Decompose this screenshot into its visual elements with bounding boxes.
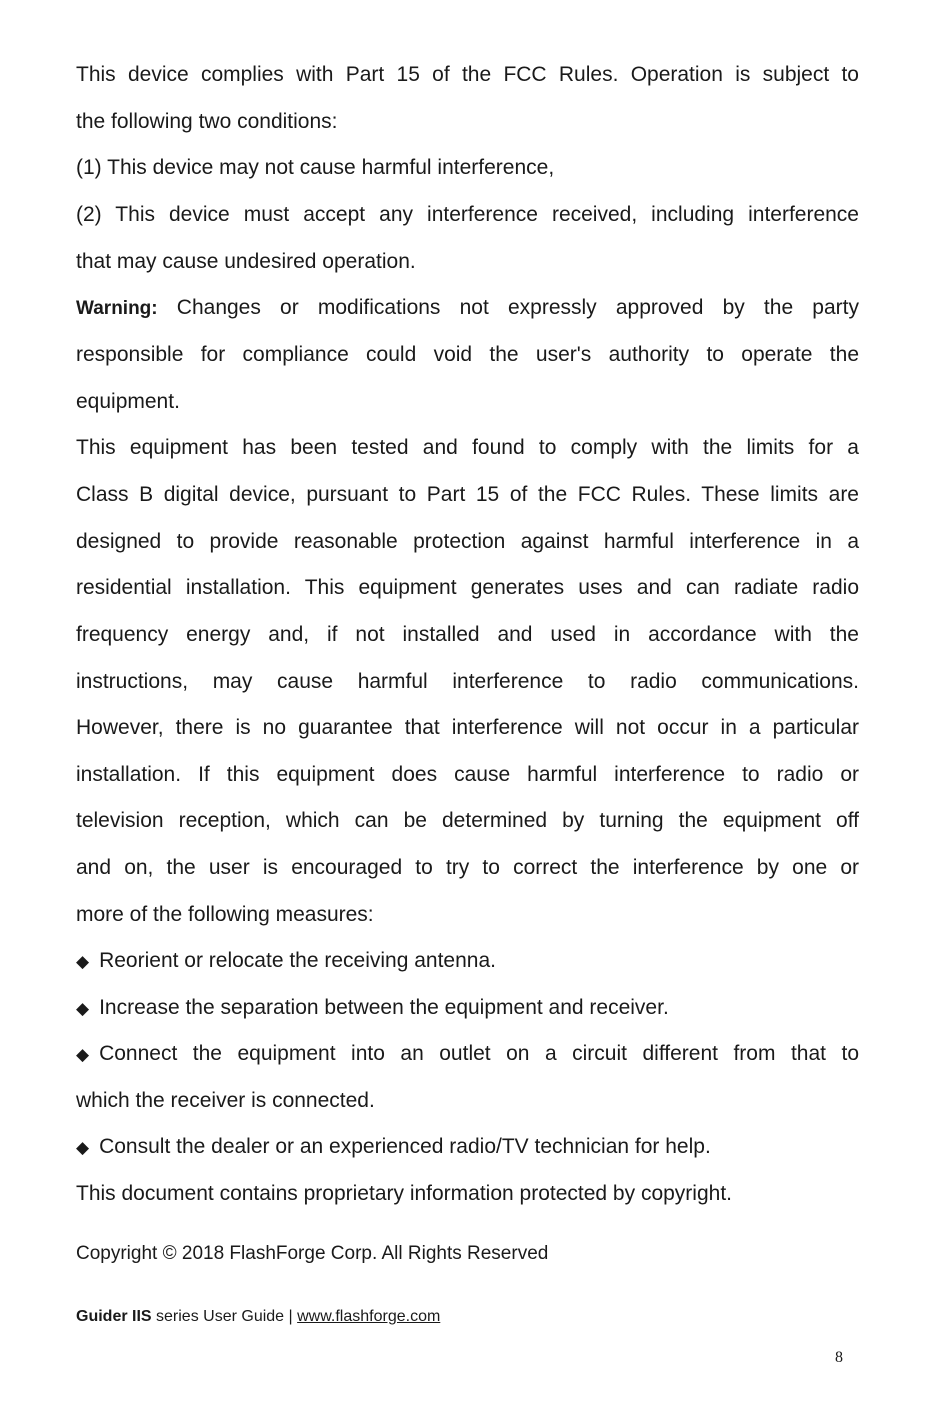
- warning-paragraph-line: responsible for compliance could void the user's authority to operate the: [76, 343, 859, 366]
- copyright-notice: Copyright © 2018 FlashForge Corp. All Rights Reserved: [76, 1243, 549, 1264]
- diamond-bullet-icon: ◆: [76, 1138, 90, 1157]
- measure-text: Increase the separation between the equipment and receiver.: [99, 996, 669, 1019]
- measure-item: [76, 946, 859, 976]
- classb-paragraph-line: This equipment has been tested and found to comply with the limits for a: [76, 436, 859, 459]
- condition-2-line: that may cause undesired operation.: [76, 250, 416, 273]
- measure-item: [76, 993, 859, 1023]
- diamond-bullet-icon: ◆: [76, 999, 90, 1018]
- warning-paragraph-line: [76, 293, 859, 323]
- measure-text: Connect the equipment into an outlet on a circuit different from that to: [99, 1042, 859, 1065]
- classb-paragraph-line: instructions, may cause harmful interference to radio communications.: [76, 670, 859, 693]
- classb-paragraph-line: and on, the user is encouraged to try to correct the interference by one or: [76, 856, 859, 879]
- classb-paragraph-line: However, there is no guarantee that interference will not occur in a particular: [76, 716, 859, 739]
- condition-2-line: (2) This device must accept any interference received, including interference: [76, 203, 859, 226]
- footer-text: series User Guide |: [151, 1308, 298, 1325]
- measure-text: Reorient or relocate the receiving antenna.: [99, 949, 496, 972]
- warning-paragraph-line: equipment.: [76, 390, 180, 413]
- fcc-paragraph-line: the following two conditions:: [76, 110, 338, 133]
- measure-item: [76, 1132, 859, 1162]
- classb-paragraph-line: television reception, which can be determined by turning the equipment off: [76, 809, 859, 832]
- measure-item-continuation: which the receiver is connected.: [76, 1089, 375, 1112]
- classb-paragraph-line: installation. If this equipment does cause harmful interference to radio or: [76, 763, 859, 786]
- classb-paragraph-line: residential installation. This equipment generates uses and can radiate radio: [76, 576, 859, 599]
- warning-text: Changes or modifications not expressly approved by the party: [157, 296, 859, 319]
- warning-label: Warning:: [76, 298, 158, 319]
- diamond-bullet-icon: ◆: [76, 1045, 90, 1064]
- diamond-bullet-icon: ◆: [76, 952, 90, 971]
- measure-text: Consult the dealer or an experienced radio/TV technician for help.: [99, 1135, 711, 1158]
- condition-1: (1) This device may not cause harmful interference,: [76, 156, 555, 179]
- classb-paragraph-line: designed to provide reasonable protection against harmful interference in a: [76, 530, 859, 553]
- fcc-paragraph-line: This device complies with Part 15 of the FCC Rules. Operation is subject to: [76, 63, 859, 86]
- measure-item: [76, 1039, 859, 1069]
- proprietary-notice: This document contains proprietary information protected by copyright.: [76, 1182, 732, 1205]
- website-link[interactable]: www.flashforge.com: [297, 1308, 441, 1325]
- classb-paragraph-line: Class B digital device, pursuant to Part 15 of the FCC Rules. These limits are: [76, 483, 859, 506]
- footer-brand: Guider IIS: [76, 1308, 152, 1325]
- classb-paragraph-line: more of the following measures:: [76, 903, 374, 926]
- page-footer: [76, 1307, 440, 1327]
- page-number: 8: [835, 1349, 843, 1366]
- classb-paragraph-line: frequency energy and, if not installed and used in accordance with the: [76, 623, 859, 646]
